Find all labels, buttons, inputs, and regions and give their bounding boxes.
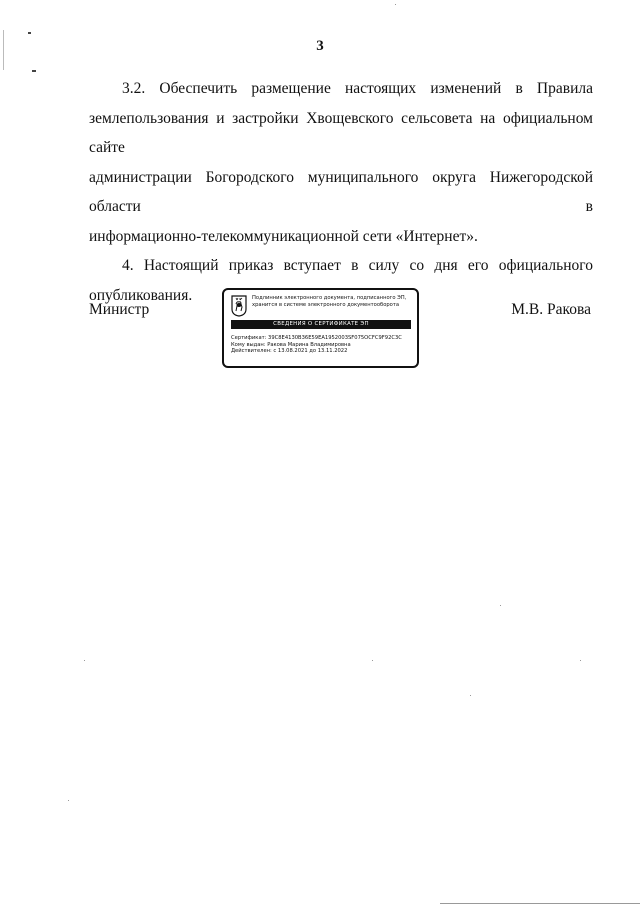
scan-speck [500,605,501,606]
paragraph-3-2-line-2: землепользования и застройки Хвощевского сельсовета на официальном сайте [89,109,593,156]
stamp-header [252,295,412,308]
stamp-header-line-1: Подлинник электронного документа, подписанного ЭП, [252,295,407,301]
scan-speck [470,695,471,696]
paragraph-4-line-2: опубликования. [89,286,193,304]
stamp-validity: Действителен: с 13.08.2021 до 13.11.2022 [231,348,348,355]
scan-mark [32,70,36,72]
scan-speck [395,4,396,5]
paragraph-3-2-line-4: информационно-телекоммуникационной сети «Интернет». [89,227,478,245]
signatory-name: М.В. Ракова [511,301,591,318]
scan-speck [84,660,85,661]
electronic-signature-stamp [222,288,419,368]
document-body [89,74,593,310]
page-number: 3 [316,38,324,54]
signatory-title: Министр [89,301,150,318]
stamp-certificate-info [231,335,416,355]
scan-speck [68,800,69,801]
scan-edge-line [440,903,640,904]
stamp-certificate-number: Сертификат: 39C8E4130B36E59EA1952003SF075OCFC9F92C3C [231,335,402,341]
stamp-header-line-2: хранится в системе электронного документооборота [252,301,400,308]
scan-speck [372,660,373,661]
paragraph-4-line-1: 4. Настоящий приказ вступает в силу со дня его официального [122,257,593,274]
scan-mark [28,32,31,34]
stamp-banner: СВЕДЕНИЯ О СЕРТИФИКАТЕ ЭП [231,320,411,329]
scan-edge-line [3,30,4,70]
deer-emblem-icon [231,295,247,317]
paragraph-3-2-line-1: 3.2. Обеспечить размещение настоящих изменений в Правила [122,80,593,97]
scan-speck [580,660,581,661]
paragraph-3-2-line-3: администрации Богородского муниципального округа Нижегородской области в [89,168,593,215]
stamp-issued-to: Кому выдан: Ракова Марина Владимировна [231,341,351,348]
